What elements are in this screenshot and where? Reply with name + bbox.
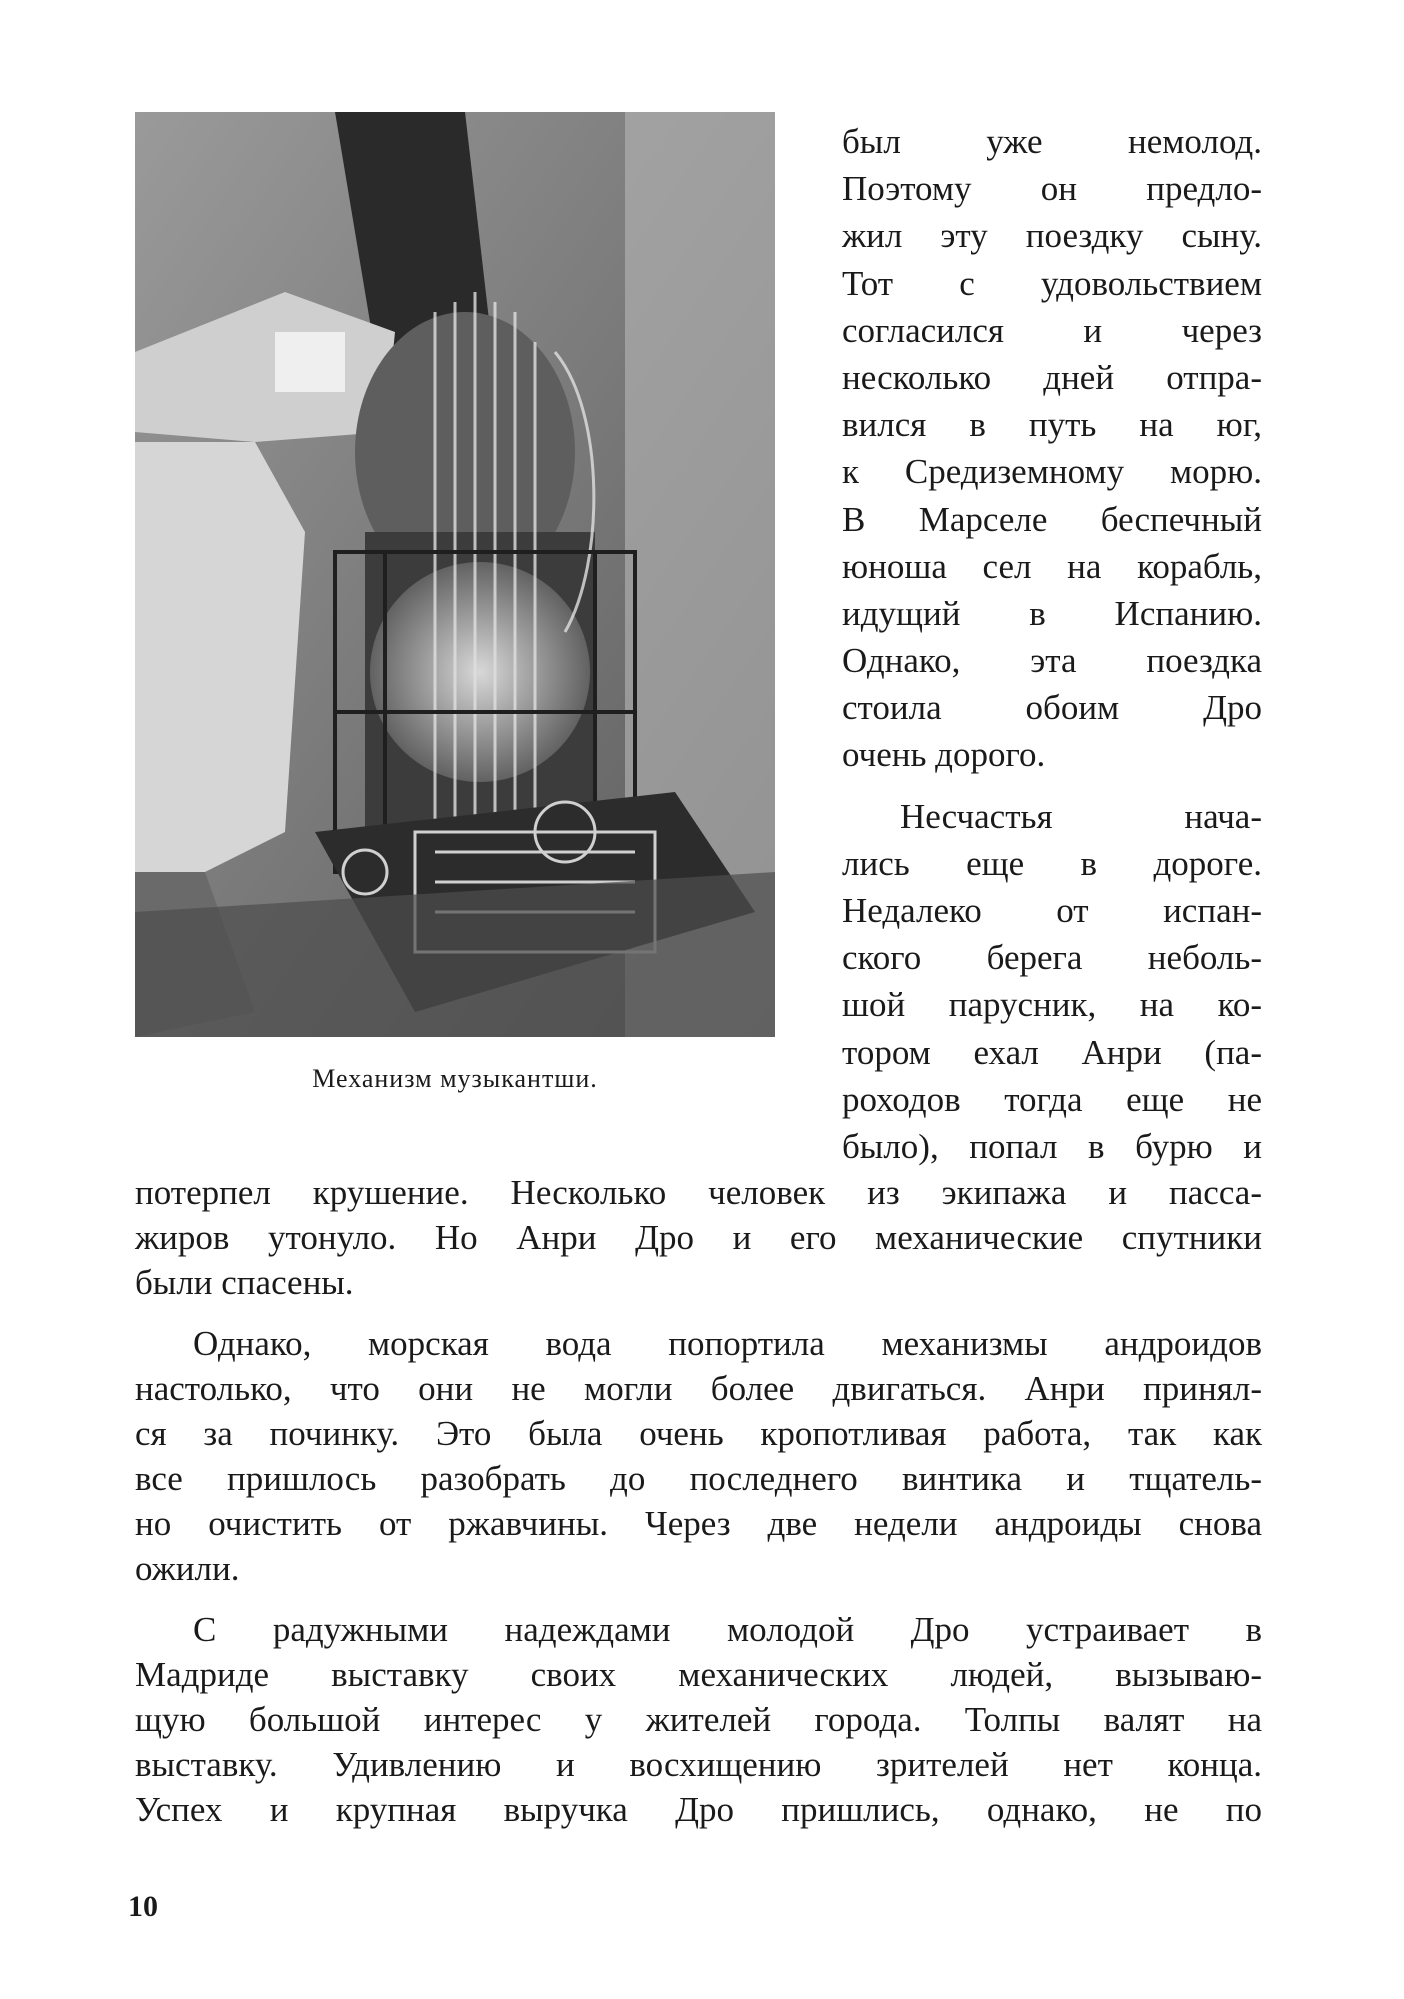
- text-line: настолько, что они не могли более двигаться. Анри принял-: [135, 1369, 1262, 1408]
- mechanism-photo: [135, 112, 775, 1037]
- text-line: роходов тогда еще не: [842, 1079, 1262, 1119]
- text-line: шой парусник, на ко-: [842, 985, 1262, 1025]
- text-line: к Средиземному морю.: [842, 452, 1262, 492]
- text-line: согласился и через: [842, 310, 1262, 350]
- text-line: Мадриде выставку своих механических людей, вызываю-: [135, 1655, 1262, 1694]
- text-line: лись еще в дороге.: [842, 843, 1262, 883]
- text-line: было), попал в бурю и: [842, 1126, 1262, 1166]
- text-line: Успех и крупная выручка Дро пришлись, однако, не по: [135, 1790, 1262, 1829]
- text-line: Тот с удовольствием: [842, 263, 1262, 303]
- text-line: Поэтому он предло-: [842, 169, 1262, 209]
- text-line: В Марселе беспечный: [842, 499, 1262, 539]
- figure-caption: Механизм музыкантши.: [312, 1064, 598, 1093]
- full-width-text: [135, 1170, 1262, 1832]
- text-line: ского берега неболь-: [842, 938, 1262, 978]
- text-line: несколько дней отпра-: [842, 357, 1262, 397]
- text-line: вился в путь на юг,: [842, 405, 1262, 445]
- text-line: С радужными надеждами молодой Дро устраивает в: [193, 1610, 1262, 1649]
- text-line: выставку. Удивлению и восхищению зрителей нет конца.: [135, 1745, 1262, 1784]
- text-line: ожили.: [135, 1549, 240, 1588]
- text-line: потерпел крушение. Несколько человек из экипажа и пасса-: [135, 1173, 1262, 1212]
- text-line: были спасены.: [135, 1263, 354, 1302]
- right-column-text: [842, 118, 1262, 1170]
- text-line: стоила обоим Дро: [842, 688, 1262, 728]
- text-line: все пришлось разобрать до последнего винтика и тщатель-: [135, 1459, 1262, 1498]
- text-line: идущий в Испанию.: [842, 593, 1262, 633]
- text-line: юноша сел на корабль,: [842, 546, 1262, 586]
- text-line: Недалеко от испан-: [842, 891, 1262, 930]
- page-number: 10: [128, 1890, 158, 1923]
- mechanism-illustration: [135, 112, 775, 1037]
- text-line: очень дорого.: [842, 735, 1046, 775]
- text-line: щую большой интерес у жителей города. Толпы валят на: [135, 1700, 1262, 1739]
- text-line: жил эту поездку сыну.: [842, 216, 1262, 256]
- text-line: ся за починку. Это была очень кропотливая работа, так как: [135, 1414, 1262, 1453]
- text-line: Однако, эта поездка: [842, 641, 1262, 681]
- text-line: Несчастья нача-: [900, 796, 1262, 836]
- text-line: был уже немолод.: [842, 122, 1262, 161]
- text-line: но очистить от ржавчины. Через две недели андроиды снова: [135, 1504, 1262, 1543]
- text-line: Однако, морская вода попортила механизмы андроидов: [193, 1324, 1262, 1363]
- text-line: жиров утонуло. Но Анри Дро и его механические спутники: [135, 1218, 1262, 1257]
- text-line: тором ехал Анри (па-: [842, 1032, 1262, 1072]
